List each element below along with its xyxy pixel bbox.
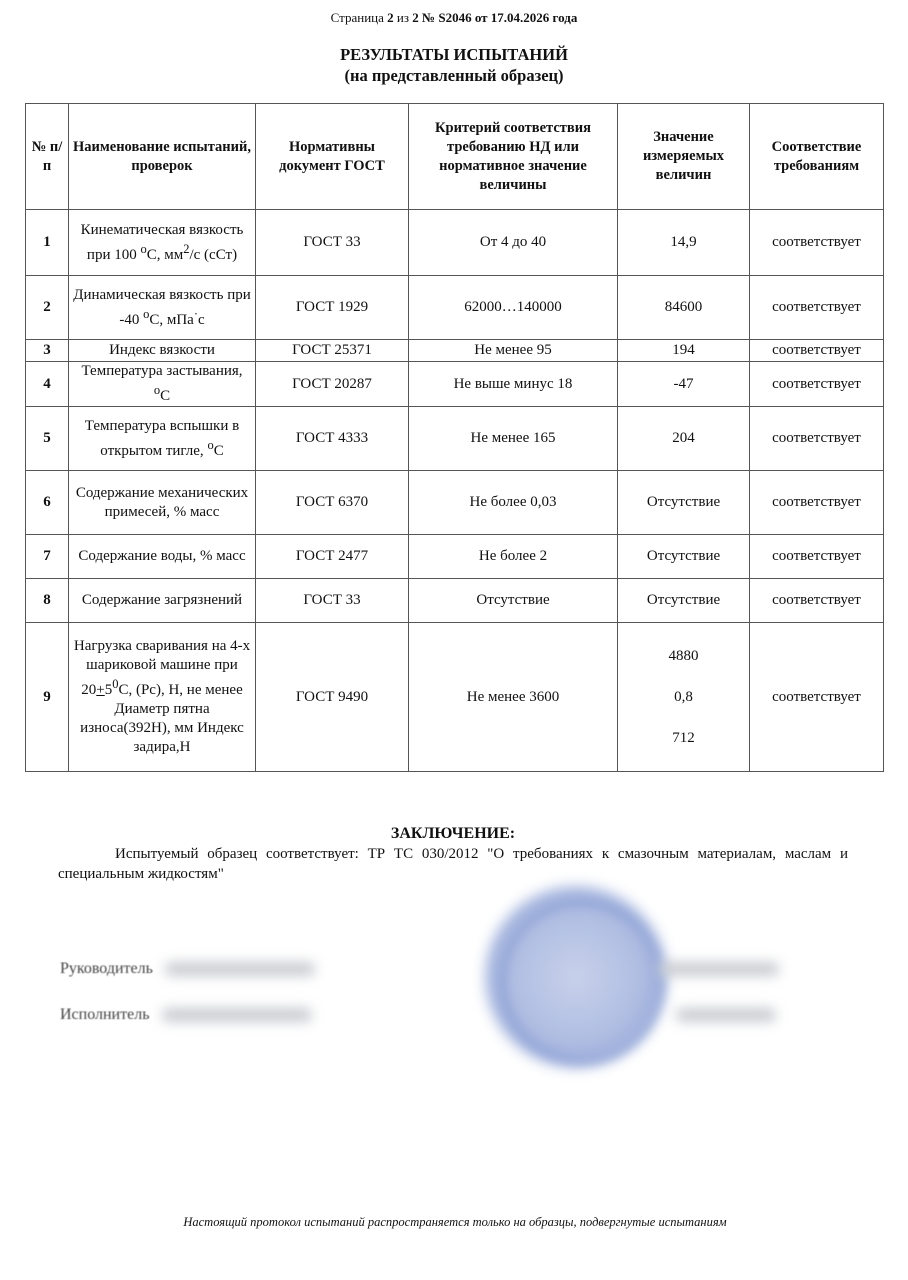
table-row [26,407,884,471]
row-num: 1 [26,210,69,276]
row-compliance: соответствует [750,362,884,407]
row-gost: ГОСТ 9490 [256,623,409,772]
row-num: 8 [26,579,69,623]
number-sign: № [422,10,436,25]
header-value: Значение измеряемых величин [618,104,750,210]
protocol-date: 17.04.2026 года [490,10,578,25]
row-num: 9 [26,623,69,772]
head-organization-blurred [165,962,315,976]
table-row [26,535,884,579]
table-row [26,276,884,340]
row-compliance: соответствует [750,471,884,535]
row-value [618,623,750,772]
table-row [26,471,884,535]
page-word: Страница [330,10,384,25]
table-row [26,210,884,276]
header-gost: Нормативны документ ГОСТ [256,104,409,210]
row-num: 2 [26,276,69,340]
row-name: Нагрузка сваривания на 4-х шариковой машине при $20+5^0С$, (Рс), Н, не менее Диаметр пятна износа(392Н), мм Индекс задира,Н [69,623,256,772]
row-gost: ГОСТ 4333 [256,407,409,471]
row-value: 204 [618,407,750,471]
row-num: 7 [26,535,69,579]
row-criterion: 62000…140000 [409,276,618,340]
table-row [26,579,884,623]
row-name: Кинематическая вязкость при 100 $^о$С, $мм^2/с$ (сСт) [69,210,256,276]
row-gost: ГОСТ 33 [256,579,409,623]
row-value: Отсутствие [618,579,750,623]
row-value: Отсутствие [618,535,750,579]
value-weld-load: 4880 [668,647,699,664]
conclusion-text: Испытуемый образец соответствует: ТР ТС 030/2012 "О требованиях к смазочным материалам, маслам и специальным жидкостям" [58,846,848,882]
row-criterion: От 4 до 40 [409,210,618,276]
row-gost: ГОСТ 33 [256,210,409,276]
row-compliance: соответствует [750,623,884,772]
row-name: Содержание механических примесей, % масс [69,471,256,535]
row-name: Содержание загрязнений [69,579,256,623]
footer-note: Настоящий протокол испытаний распространяется только на образцы, подвергнутые испытаниям [183,1215,727,1229]
results-table [25,103,884,772]
row-num: 6 [26,471,69,535]
row-name: Температура застывания, $^о$С [69,362,256,407]
stamp-ring [500,900,664,1064]
document-title [0,44,908,86]
header-criterion: Критерий соответствия требованию НД или нормативное значение величины [409,104,618,210]
row-gost: ГОСТ 6370 [256,471,409,535]
row-value: 84600 [618,276,750,340]
protocol-number: S2046 [438,10,472,25]
row-criterion: Не выше минус 18 [409,362,618,407]
row-criterion: Не более 0,03 [409,471,618,535]
executor-name-blurred [676,1008,776,1022]
row-compliance: соответствует [750,535,884,579]
executor-label: Исполнитель [60,1006,150,1023]
row-criterion: Не менее 95 [409,340,618,362]
row-gost: ГОСТ 1929 [256,276,409,340]
conclusion-section [58,824,848,884]
row-compliance: соответствует [750,210,884,276]
page-current: 2 [387,10,394,25]
row-name: Динамическая вязкость при -40 $^о$С, мПа·с [69,276,256,340]
value-scuff-index: 712 [672,729,695,746]
head-label: Руководитель [60,960,153,977]
row-value: Отсутствие [618,471,750,535]
row-gost: ГОСТ 2477 [256,535,409,579]
row-num: 5 [26,407,69,471]
row-name: Содержание воды, % масс [69,535,256,579]
value-wear-diameter: 0,8 [674,688,693,705]
row-gost: ГОСТ 25371 [256,340,409,362]
header-compliance: Соответствие требованиям [750,104,884,210]
page-total: 2 [412,10,419,25]
head-name-blurred [659,962,779,976]
table-row [26,340,884,362]
title-sub: (на представленный образец) [344,66,564,85]
row-name: Температура вспышки в открытом тигле, $^о$С [69,407,256,471]
row-value: 14,9 [618,210,750,276]
executor-signature-row [60,1006,776,1024]
title-main: РЕЗУЛЬТАТЫ ИСПЫТАНИЙ [340,45,568,64]
executor-organization-blurred [162,1008,312,1022]
row-criterion: Не более 2 [409,535,618,579]
row-criterion: Не менее 3600 [409,623,618,772]
row-compliance: соответствует [750,340,884,362]
row-compliance: соответствует [750,579,884,623]
row-gost: ГОСТ 20287 [256,362,409,407]
row-value: -47 [618,362,750,407]
row-compliance: соответствует [750,407,884,471]
page-header [0,10,908,26]
row-compliance: соответствует [750,276,884,340]
of-word: из [396,10,410,25]
row-criterion: Не менее 165 [409,407,618,471]
header-name: Наименование испытаний, проверок [69,104,256,210]
row-criterion: Отсутствие [409,579,618,623]
table-row [26,623,884,772]
table-row [26,362,884,407]
row-num: 3 [26,340,69,362]
table-header-row [26,104,884,210]
header-num: № п/п [26,104,69,210]
from-word: от [474,10,488,25]
conclusion-title: ЗАКЛЮЧЕНИЕ: [390,825,516,842]
row-value: 194 [618,340,750,362]
head-signature-row [60,960,779,978]
row-num: 4 [26,362,69,407]
row-name: Индекс вязкости [69,340,256,362]
